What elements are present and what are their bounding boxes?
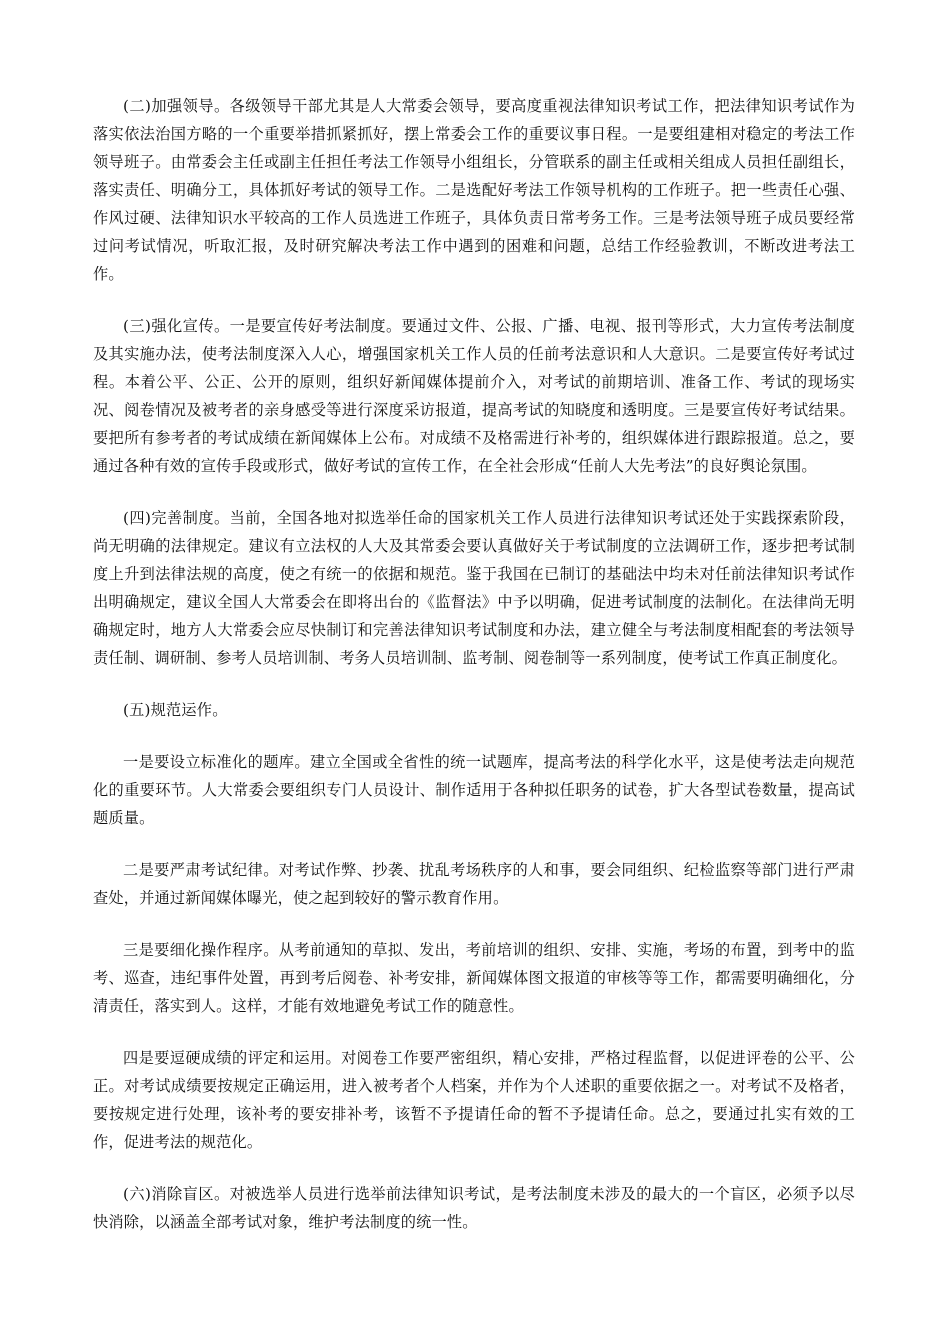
paragraph-standardize-operation-heading: (五)规范运作。 xyxy=(123,701,228,719)
paragraph-score-evaluation: 四是要逗硬成绩的评定和运用。对阅卷工作要严密组织，精心安排，严格过程监督，以促进评卷的公平、公正。对考试成绩要按规定正确运用，进入被考者个人档案，并作为个人述职的重要依据之一。对考试不及格者，要按规定进行处理，该补考的要安排补考，该暂不予提请任命的暂不予提请任命。总之，要通过扎实有效的工作，促进考法的规范化。 xyxy=(93,1049,855,1151)
paragraph-improve-system: (四)完善制度。当前，全国各地对拟选举任命的国家机关工作人员进行法律知识考试还处于实践探索阶段，尚无明确的法律规定。建议有立法权的人大及其常委会要认真做好关于考试制度的立法调研工作，逐步把考试制度上升到法律法规的高度，使之有统一的依据和规范。鉴于我国在已制订的基础法中均未对任前法律知识考试作出明确规定，建议全国人大常委会在即将出台的《监督法》中予以明确，促进考试制度的法制化。在法律尚无明确规定时，地方人大常委会应尽快制订和完善法律知识考试制度和办法，建立健全与考法制度相配套的考法领导责任制、调研制、参考人员培训制、考务人员培训制、监考制、阅卷制等一系列制度，使考试工作真正制度化。 xyxy=(93,509,855,667)
paragraph-exam-discipline: 二是要严肃考试纪律。对考试作弊、抄袭、扰乱考场秩序的人和事，要会同组织、纪检监察等部门进行严肃查处，并通过新闻媒体曝光，使之起到较好的警示教育作用。 xyxy=(93,861,855,907)
paragraph-eliminate-blind-spots: (六)消除盲区。对被选举人员进行选举前法律知识考试，是考法制度未涉及的最大的一个盲区，必须予以尽快消除，以涵盖全部考试对象，维护考法制度的统一性。 xyxy=(93,1185,855,1231)
paragraph-question-bank: 一是要设立标准化的题库。建立全国或全省性的统一试题库，提高考法的科学化水平，这是使考法走向规范化的重要环节。人大常委会要组织专门人员设计、制作适用于各种拟任职务的试卷，扩大各型试卷数量，提高试题质量。 xyxy=(93,753,855,827)
paragraph-strengthen-publicity: (三)强化宣传。一是要宣传好考法制度。要通过文件、公报、广播、电视、报刊等形式，大力宣传考法制度及其实施办法，使考法制度深入人心，增强国家机关工作人员的任前考法意识和人大意识。二是要宣传好考试过程。本着公平、公正、公开的原则，组织好新闻媒体提前介入，对考试的前期培训、准备工作、考试的现场实况、阅卷情况及被考者的亲身感受等进行深度采访报道，提高考试的知晓度和透明度。三是要宣传好考试结果。要把所有参考者的考试成绩在新闻媒体上公布。对成绩不及格需进行补考的，组织媒体进行跟踪报道。总之，要通过各种有效的宣传手段或形式，做好考试的宣传工作，在全社会形成“任前人大先考法”的良好舆论氛围。 xyxy=(93,317,855,475)
paragraph-strengthen-leadership: (二)加强领导。各级领导干部尤其是人大常委会领导，要高度重视法律知识考试工作，把法律知识考试作为落实依法治国方略的一个重要举措抓紧抓好，摆上常委会工作的重要议事日程。一是要组建相对稳定的考法工作领导班子。由常委会主任或副主任担任考法工作领导小组组长，分管联系的副主任或相关组成人员担任副组长，落实责任、明确分工，具体抓好考试的领导工作。二是选配好考法工作领导机构的工作班子。把一些责任心强、作风过硬、法律知识水平较高的工作人员选进工作班子，具体负责日常考务工作。三是考法领导班子成员要经常过问考试情况，听取汇报，及时研究解决考法工作中遇到的困难和问题，总结工作经验教训，不断改进考法工作。 xyxy=(93,97,855,283)
paragraph-operating-procedure: 三是要细化操作程序。从考前通知的草拟、发出，考前培训的组织、安排、实施，考场的布置，到考中的监考、巡查，违纪事件处置，再到考后阅卷、补考安排，新闻媒体图文报道的审核等等工作，都需要明确细化，分清责任，落实到人。这样，才能有效地避免考试工作的随意性。 xyxy=(93,941,855,1015)
document-body xyxy=(93,92,855,1260)
